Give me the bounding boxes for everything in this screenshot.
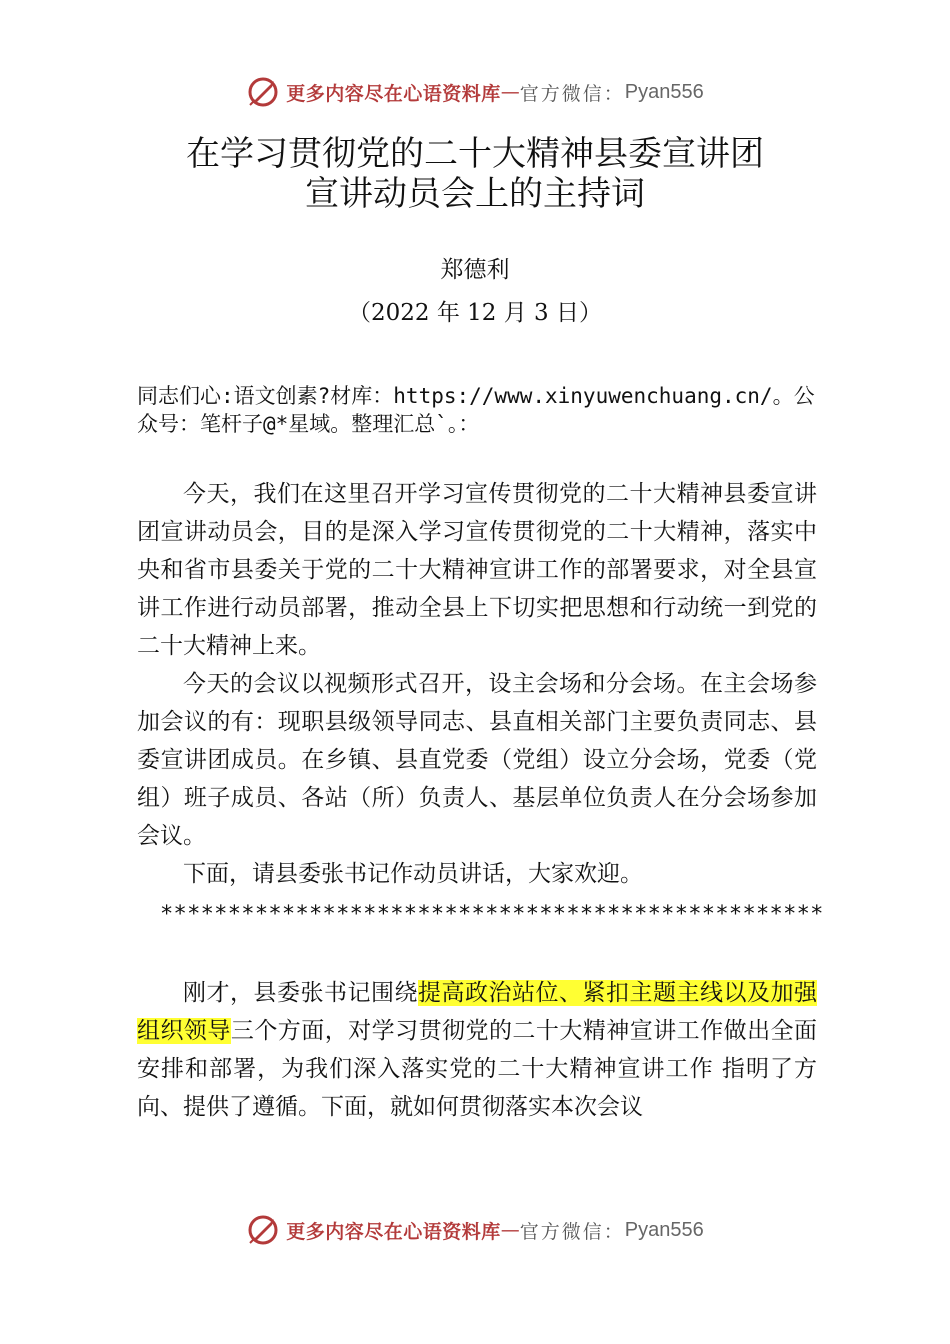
paragraph-4-before: 刚才，县委张书记围绕 xyxy=(183,980,418,1006)
salutation-line: 同志们心:语文创素?材库：https://www.xinyuwenchuang.cn/。公众号：笔杆子@*星域。整理汇总`。： xyxy=(137,384,815,436)
author-name: 郑德利 xyxy=(440,257,510,283)
document-title xyxy=(0,134,950,214)
pen-nib-logo-icon xyxy=(246,1213,280,1247)
star-separator: ************************************************* xyxy=(160,902,824,927)
paragraph-4-highlight: 提高政治站位、紧扣主题主线以及加强组织领导 xyxy=(137,980,817,1044)
header-banner xyxy=(0,72,950,112)
footer-brand-text: 更多内容尽在心语资料库 xyxy=(286,1220,501,1243)
paragraph-2: 今天的会议以视频形式召开，设主会场和分会场。在主会场参加会议的有：现职县级领导同志、县直相关部门主要负责同志、县委宣讲团成员。在乡镇、县直党委（党组）设立分会场，党委（党组）班子成员、各站（所）负责人、基层单位负责人在分会场参加会议。 xyxy=(137,671,817,849)
paragraph-3: 下面，请县委张书记作动员讲话，大家欢迎。 xyxy=(183,861,643,887)
footer-wechat-id: Pyan556 xyxy=(624,1218,704,1241)
title-line-2: 宣讲动员会上的主持词 xyxy=(305,174,645,214)
document-date: （2022 年 12 月 3 日） xyxy=(348,300,602,326)
banner-separator: — xyxy=(500,81,520,103)
paragraph-4 xyxy=(137,974,817,1126)
banner-wechat-label: 官方微信： xyxy=(519,82,625,105)
paragraph-4-after: 三个方面，对学习贯彻党的二十大精神宣讲工作做出全面安排和部署，为我们深入落实党的二十大精神宣讲工作 指明了方向、提供了遵循。下面，就如何贯彻落实本次会议 xyxy=(137,1018,818,1120)
footer-separator: — xyxy=(500,1219,520,1241)
pen-nib-logo-icon xyxy=(246,75,280,109)
paragraph-1: 今天，我们在这里召开学习宣传贯彻党的二十大精神县委宣讲团宣讲动员会，目的是深入学习宣传贯彻党的二十大精神，落实中央和省市县委关于党的二十大精神宣讲工作的部署要求，对全县宣讲工作进行动员部署，推动全县上下切实把思想和行动统一到党的二十大精神上来。 xyxy=(137,481,817,659)
banner-wechat-id: Pyan556 xyxy=(624,80,704,103)
title-line-1: 在学习贯彻党的二十大精神县委宣讲团 xyxy=(186,134,764,174)
footer-wechat-label: 官方微信： xyxy=(519,1220,625,1243)
banner-brand-text: 更多内容尽在心语资料库 xyxy=(286,82,501,105)
footer-banner xyxy=(0,1210,950,1250)
